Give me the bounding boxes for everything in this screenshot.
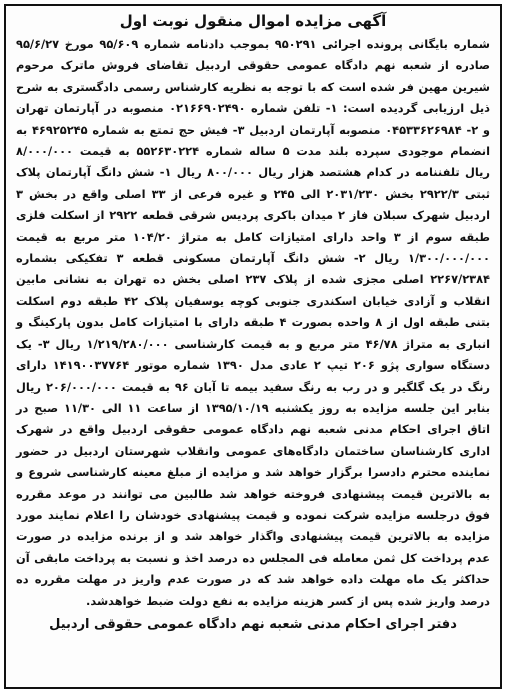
notice-body: شماره بایگانی پرونده اجرائی ۹۵۰۲۹۱ بموجب دادنامه شماره ۹۵/۶۰۹ مورخ ۹۵/۶/۲۷ صادره از شعبه نهم دادگاه عمومی حقوقی اردبیل تقاضای فروش ماترک مرحوم شیرین مهین فر شده است که با توجه به نظریه کارشناس رسمی دادگستری به شرح ذیل ارزیابی گردیده است: ۱- تلفن شماره ۰۲۱۶۶۹۰۲۴۹۰ منصوبه در آپارتمان تهران و ۲- ۰۴۵۳۳۶۲۶۹۸۴ منصوبه آپارتمان اردبیل ۳- فیش حج تمتع به شماره ۴۶۹۲۵۲۴۵ به انضمام موجودی سپرده بلند مدت ۵ ساله شماره ۵۵۲۶۳۰۲۲۴ به قیمت ۸/۰۰۰/۰۰۰ ریال تلفننامه در کدام هشتصد هزار ریال ۸۰۰/۰۰۰ ریال ۱- شش دانگ آپارتمان پلاک ثبتی ۲۹۲۲/۳ بخش ۲۰۳۱/۲۳۰ الی ۲۴۵ و غیره فرعی از ۳۳ اصلی واقع در بخش ۳ اردبیل شهرک سبلان فاز ۲ میدان باکری پردیس شرقی قطعه ۲۹۲۲ از اسکلت فلزی طبقه سوم از ۳ واحد دارای امتیازات کامل به متراژ ۱۰۴/۲۰ متر مربع به قیمت ۱/۳۰۰/۰۰۰/۰۰۰ ریال ۲- شش دانگ آپارتمان مسکونی قطعه ۳ تفکیکی بشماره ۲۲۶۷/۲۳۸۴ اصلی مجزی شده از پلاک ۲۳۷ اصلی بخش ده تهران به نشانی مابین انقلاب و آزادی خیابان اسکندری جنوبی کوچه یوسفیان پلاک ۴۲ طبقه دوم اسکلت بتنی طبقه اول از ۸ واحده بصورت ۴ طبقه دارای با امتیازات کامل بدون پارکینگ و انباری به متراژ ۴۶/۷۸ متر مربع و به قیمت کارشناسی ۱/۲۱۹/۲۸۰/۰۰۰ ریال ۳- یک دستگاه سواری پژو ۲۰۶ تیپ ۲ عادی مدل ۱۳۹۰ شماره موتور ۱۴۱۹۰۰۳۷۷۶۴ دارای رنگ در یک گلگیر و در رب به رنگ سفید بیمه تا آبان ۹۶ به قیمت ۲۰۶/۰۰۰/۰۰۰ ریال بنابر این جلسه مزایده به روز یکشنبه ۱۳۹۵/۱۰/۱۹ از ساعت ۱۱ الی ۱۱/۳۰ صبح در اتاق اجرای احکام مدنی شعبه نهم دادگاه عمومی حقوقی اردبیل واقع در شهرک اداری کارشناسان ساختمان دادگاه‌های عمومی وانقلاب شهرستان اردبیل در حضور نماینده محترم دادسرا برگزار خواهد شد و مزایده از مبلغ معینه کارشناسی شروع و به بالاترین قیمت پیشنهادی فروخته خواهد شد طالبین می توانند در موعد مقرره فوق درجلسه مزایده شرکت نموده و قیمت پیشنهادی خودشان را اعلام نمایند مورد مزایده به بالاترین قیمت پیشنهادی واگذار خواهد شد و از برنده مزایده در صورت عدم پرداخت کل ثمن معامله فی المجلس ده درصد اخذ و نسبت به پرداخت مابقی آن حداکثر یک ماه مهلت داده خواهد شد که در صورت عدم واریز در مهلت مقرره ده درصد واریز شده پس از کسر هزینه مزایده به نفع دولت ضبط خواهدشد. (16, 37, 491, 608)
notice-title: آگهی مزایده اموال منقول نوبت اول (119, 12, 387, 30)
auction-notice (4, 4, 502, 689)
notice-footer: دفتر اجرای احکام مدنی شعبه نهم دادگاه عمومی حقوقی اردبیل (49, 616, 457, 632)
